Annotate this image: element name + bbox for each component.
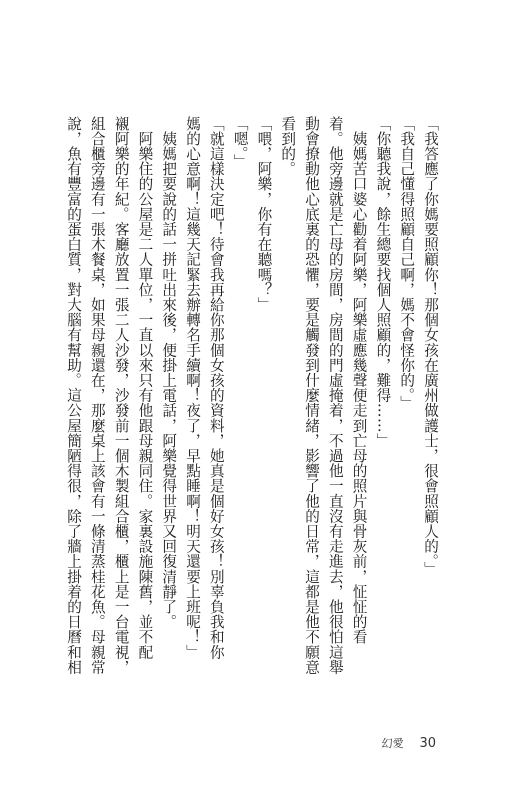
text-line: 動會撩動他心底裏的恐懼，要是觸發到什麼情緒，影響了他的日常，這都是他不願意 xyxy=(303,116,321,675)
text-line: 說，魚有豐富的蛋白質，對大腦有幫助。這公屋簡陋得很，除了牆上掛着的日曆和相 xyxy=(65,116,83,675)
text-line: 媽的心意啊！這幾天記緊去辦轉名手續啊！夜了，早點睡啊！明天還要上班呢！」 xyxy=(184,116,202,660)
text-line: 「嗯。」 xyxy=(231,116,249,170)
text-line: 「我自己懂得照顧自己啊，媽不會怪你的。」 xyxy=(398,116,416,411)
text-line: 「就這樣決定吧！待會我再給你那個女孩的資料，她真是個好女孩！別辜負我和你 xyxy=(207,116,225,660)
running-title: 幻愛 xyxy=(381,737,404,750)
page-footer xyxy=(382,735,436,751)
text-line: 姨媽苦口婆心勸着阿樂，阿樂虛應幾聲便走到亡母的照片與骨灰前，怔怔的看 xyxy=(350,116,368,645)
text-line: 「喂，阿樂，你有在聽嗎？」 xyxy=(255,116,273,313)
page-number: 30 xyxy=(419,736,436,751)
text-line: 襯阿樂的年紀。客廳放置一張二人沙發，沙發前一個木製組合櫃，櫃上是一台電視， xyxy=(112,116,130,675)
text-line: 「我答應了你媽要照顧你！那個女孩在廣州做護士，很會照顧人的。」 xyxy=(422,116,439,577)
text-line: 看到的。 xyxy=(279,116,297,177)
text-line: 着。他旁邊就是亡母的房間，房間的門虛掩着，不過他一直沒有走進去，他很怕這舉 xyxy=(326,116,344,675)
text-line: 阿樂住的公屋是二人單位，一直以來只有他跟母親同住。家裏設施陳舊，並不配 xyxy=(136,116,154,660)
text-line: 姨媽把要說的話一拼吐出來後，便掛上電話，阿樂覺得世界又回復清靜了。 xyxy=(160,116,178,630)
body-text xyxy=(61,116,442,682)
text-line: 「你聽我說，餘生總要找個人照顧的，難得……」 xyxy=(374,116,392,449)
text-line: 組合櫃旁邊有一張木餐桌，如果母親還在，那麼桌上該會有一條清蒸桂花魚。母親常 xyxy=(88,116,106,675)
